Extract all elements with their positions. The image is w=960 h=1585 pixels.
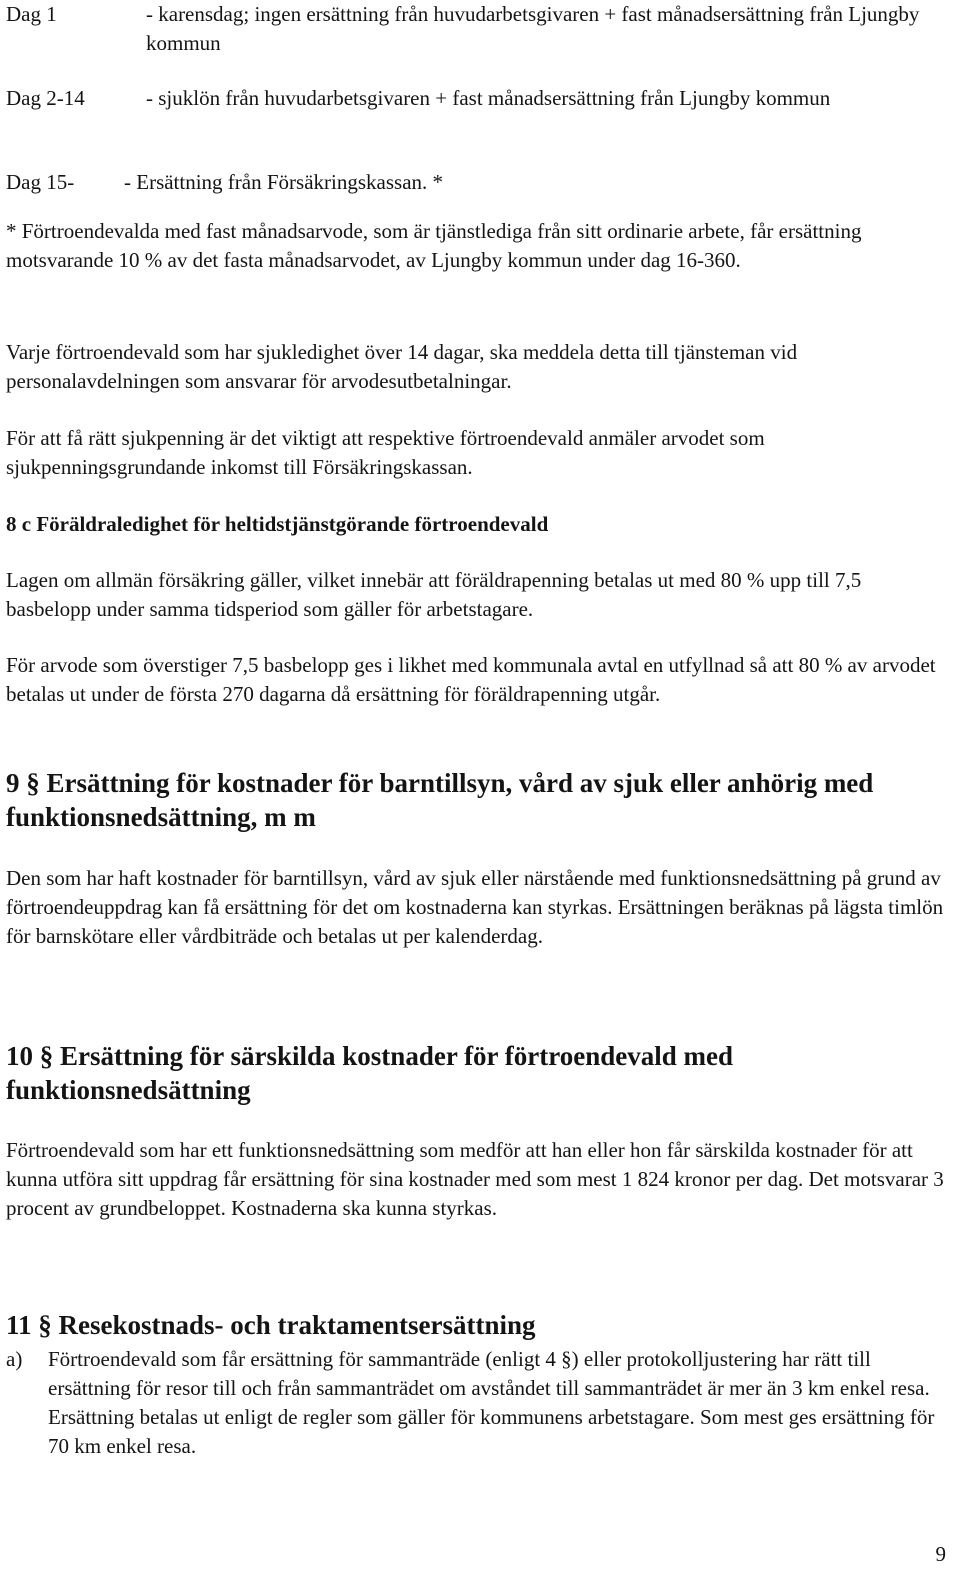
section-8c-paragraph-2: För arvode som överstiger 7,5 basbelopp ges i likhet med kommunala avtal en utfyllnad så att 80 % av arvodet betalas ut under de första 270 dagarna då ersättning för föräldrapenning utgår. [6,653,936,706]
sick-pay-day-label: Dag 15- [6,170,75,194]
section-9-heading: 9 § Ersättning för kostnader för barntillsyn, vård av sjuk eller anhörig med funktionsnedsättning, m m [6,768,874,832]
footnote-paragraph: * Förtroendevalda med fast månadsarvode, som är tjänstlediga från sitt ordinarie arbete, får ersättning motsvarande 10 % av det fasta månadsarvodet, av Ljungby kommun under dag 16-360. [6,219,862,272]
sickpay-income-paragraph: För att få rätt sjukpenning är det viktigt att respektive förtroendevald anmäler arvodet som sjukpenningsgrundande inkomst till Försäkringskassan. [6,426,765,479]
page-number: 9 [935,1542,946,1566]
sick-pay-day-text: - sjuklön från huvudarbetsgivaren + fast månadsersättning från Ljungby kommun [146,86,831,110]
sick-pay-day-text: - karensdag; ingen ersättning från huvudarbetsgivaren + fast månadsersättning från Ljungby kommun [146,2,920,55]
section-10-paragraph: Förtroendevald som har ett funktionsnedsättning som medför att han eller hon får särskilda kostnader för att kunna utföra sitt uppdrag får ersättning för sina kostnader med som mest 1 824 kronor per dag. Det motsvarar 3 procent av grundbeloppet. Kostnaderna ska kunna styrkas. [6,1138,944,1220]
list-item-marker: a) [6,1347,23,1371]
sick-pay-day-label: Dag 2-14 [6,86,85,110]
section-11-heading: 11 § Resekostnads- och traktamentsersättning [6,1310,536,1340]
section-8c-paragraph-1: Lagen om allmän försäkring gäller, vilket innebär att föräldrapenning betalas ut med 80 % upp till 7,5 basbelopp under samma tidsperiod som gäller för arbetstagare. [6,568,862,621]
section-8c-heading: 8 c Föräldraledighet för heltidstjänstgörande förtroendevald [6,512,549,536]
section-10-heading: 10 § Ersättning för särskilda kostnader för förtroendevald med funktionsnedsättning [6,1041,734,1105]
notify-paragraph: Varje förtroendevald som har sjukledighet över 14 dagar, ska meddela detta till tjänsteman vid personalavdelningen som ansvarar för arvodesutbetalningar. [6,340,798,393]
sick-pay-day-label: Dag 1 [6,2,57,26]
list-item-text: Förtroendevald som får ersättning för sammanträde (enligt 4 §) eller protokolljustering har rätt till ersättning för resor till och från sammanträdet om avståndet till sammanträdet är mer än 3 km enkel resa. Ersättning betalas ut enligt de regler som gäller för kommunens arbetstagare. Som mest ges ersättning för 70 km enkel resa. [48,1347,935,1458]
section-9-paragraph: Den som har haft kostnader för barntillsyn, vård av sjuk eller närstående med funktionsnedsättning på grund av förtroendeuppdrag kan få ersättning för det om kostnaderna kan styrkas. Ersättningen beräknas på lägsta timlön för barnskötare eller vårdbiträde och betalas ut per kalenderdag. [6,866,944,948]
sick-pay-day-text: - Ersättning från Försäkringskassan. * [124,170,444,194]
